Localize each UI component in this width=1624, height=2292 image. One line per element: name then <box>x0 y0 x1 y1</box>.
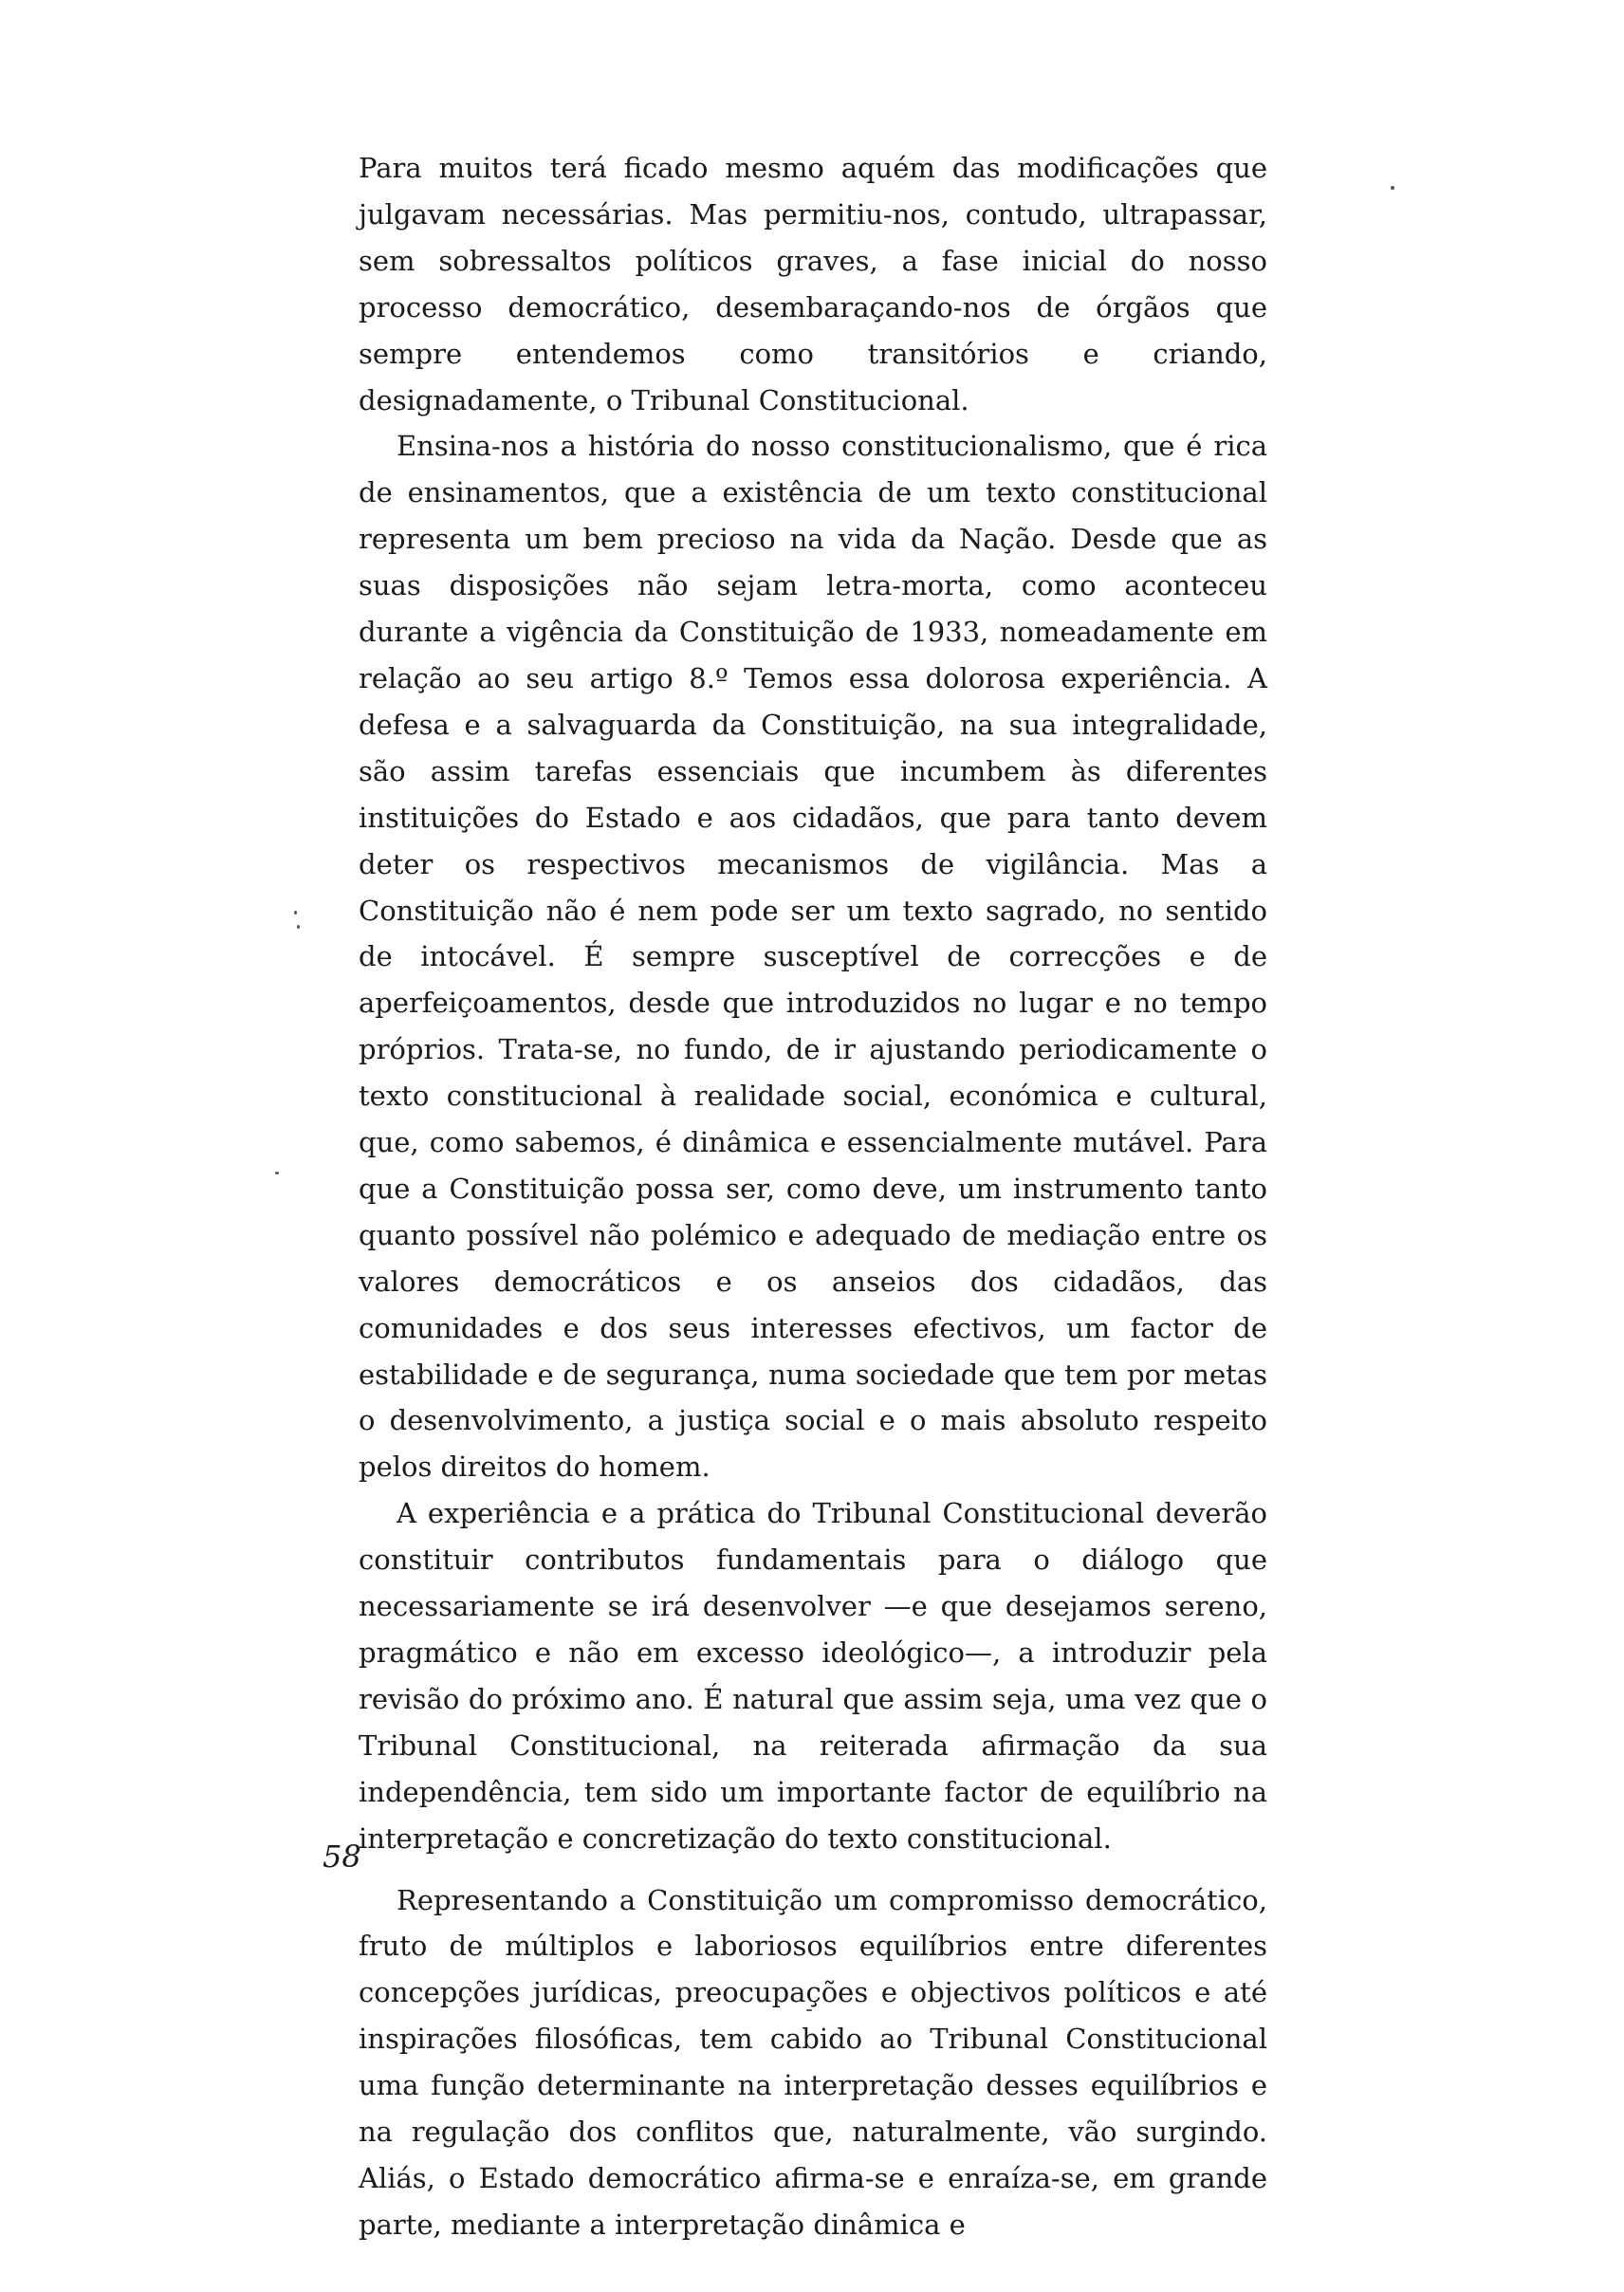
scan-speck <box>806 2009 812 2011</box>
scan-speck <box>275 1172 279 1174</box>
scan-speck <box>297 925 300 929</box>
body-text <box>359 145 1267 2248</box>
scan-speck <box>1391 186 1394 190</box>
paragraph-3: A experiência e a prática do Tribunal Constitucional deverão constituir contributos fundamentais para o diálogo que necessariamente se irá desenvolver —e que desejamos sereno, pragmático e não em excesso ideológico—, a introduzir pela revisão do próximo ano. É natural que assim seja, uma vez que o Tribunal Constitucional, na reiterada afirmação da sua independência, tem sido um importante factor de equilíbrio na interpretação e concretização do texto constitucional. <box>359 1497 1267 1855</box>
paragraph-1: Para muitos terá ficado mesmo aquém das modificações que julgavam necessárias. Mas permitiu-nos, contudo, ultrapassar, sem sobressaltos políticos graves, a fase inicial do nosso processo democrático, desembaraçando-nos de órgãos que sempre entendemos como transitórios e criando, designadamente, o Tribunal Constitucional. <box>359 152 1267 416</box>
page-number: 58 <box>323 1839 361 1875</box>
paragraph-4: Representando a Constituição um compromisso democrático, fruto de múltiplos e laboriosos equilíbrios entre diferentes concepções jurídicas, preocupações e objectivos políticos e até inspirações filosóficas, tem cabido ao Tribunal Constitucional uma função determinante na interpretação desses equilíbrios e na regulação dos conflitos que, naturalmente, vão surgindo. Aliás, o Estado democrático afirma-se e enraíza-se, em grande parte, mediante a interpretação dinâmica e <box>359 1883 1267 2241</box>
scan-speck <box>294 911 297 915</box>
paragraph-2: Ensina-nos a história do nosso constitucionalismo, que é rica de ensinamentos, que a existência de um texto constitucional representa um bem precioso na vida da Nação. Desde que as suas disposições não sejam letra-morta, como aconteceu durante a vigência da Constituição de 1933, nomeadamente em relação ao seu artigo 8.º Temos essa dolorosa experiência. A defesa e a salvaguarda da Constituição, na sua integralidade, são assim tarefas essenciais que incumbem às diferentes instituições do Estado e aos cidadãos, que para tanto devem deter os respectivos mecanismos de vigilância. Mas a Constituição não é nem pode ser um texto sagrado, no sentido de intocável. É sempre susceptível de correcções e de aperfeiçoamentos, desde que introduzidos no lugar e no tempo próprios. Trata-se, no fundo, de ir ajustando periodicamente o texto constitucional à realidade social, económica e cultural, que, como sabemos, é dinâmica e essencialmente mutável. Para que a Constituição possa ser, como deve, um instrumento tanto quanto possível não polémico e adequado de mediação entre os valores democráticos e os anseios dos cidadãos, das comunidades e dos seus interesses efectivos, um factor de estabilidade e de segurança, numa sociedade que tem por metas o desenvolvimento, a justiça social e o mais absoluto respeito pelos direitos do homem. <box>359 430 1267 1484</box>
